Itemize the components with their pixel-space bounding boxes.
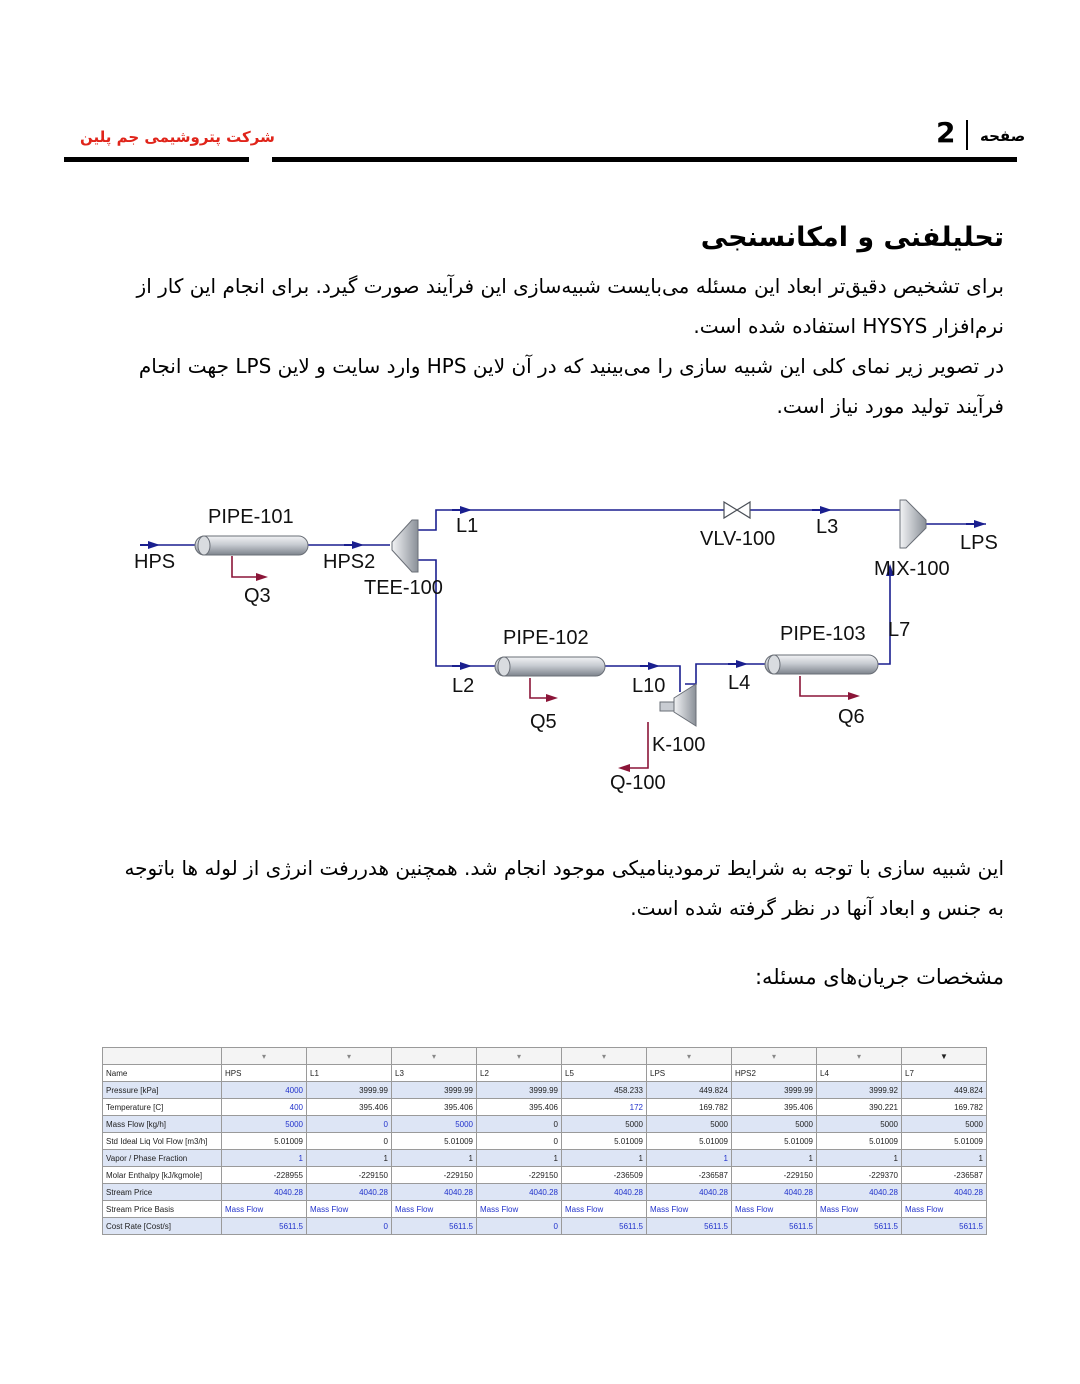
pipe-103-equipment xyxy=(765,655,878,674)
table-cell[interactable]: 0 xyxy=(307,1133,392,1150)
table-cell[interactable]: 1 xyxy=(902,1150,987,1167)
table-row xyxy=(103,1184,987,1201)
table-row xyxy=(103,1133,987,1150)
row-label: Std Ideal Liq Vol Flow [m3/h] xyxy=(103,1133,222,1150)
column-dropdown-icon[interactable]: ▼ xyxy=(902,1048,987,1065)
table-cell[interactable]: 4040.28 xyxy=(562,1184,647,1201)
table-cell[interactable]: 5000 xyxy=(222,1116,307,1133)
row-label: Stream Price Basis xyxy=(103,1201,222,1218)
table-cell[interactable]: 1 xyxy=(817,1150,902,1167)
stream-specs-title: مشخصات جریان‌های مسئله: xyxy=(754,965,1004,989)
row-label: Molar Enthalpy [kJ/kgmole] xyxy=(103,1167,222,1184)
table-cell[interactable]: 395.406 xyxy=(307,1099,392,1116)
table-cell[interactable]: 5.01009 xyxy=(817,1133,902,1150)
page-number: 2 xyxy=(936,116,956,149)
label-tee-100: TEE-100 xyxy=(364,577,443,599)
table-cell[interactable]: -236509 xyxy=(562,1167,647,1184)
table-cell[interactable]: 400 xyxy=(222,1099,307,1116)
table-cell[interactable]: -229150 xyxy=(307,1167,392,1184)
table-cell[interactable]: -229150 xyxy=(477,1167,562,1184)
label-pipe-102: PIPE-102 xyxy=(503,627,589,649)
table-cell[interactable]: 3999.99 xyxy=(307,1082,392,1099)
column-dropdown-icon[interactable]: ▾ xyxy=(222,1048,307,1065)
table-row xyxy=(103,1201,987,1218)
column-dropdown-icon[interactable]: ▾ xyxy=(732,1048,817,1065)
table-row xyxy=(103,1167,987,1184)
table-cell[interactable]: 5.01009 xyxy=(222,1133,307,1150)
vlv-100-valve xyxy=(724,502,750,518)
table-cell[interactable]: 395.406 xyxy=(392,1099,477,1116)
table-cell[interactable]: 4000 xyxy=(222,1082,307,1099)
arrow-hps2 xyxy=(352,541,364,549)
column-header[interactable]: LPS xyxy=(647,1065,732,1082)
stream-l7-line xyxy=(878,568,890,664)
label-q5: Q5 xyxy=(530,711,557,733)
process-flow-diagram xyxy=(100,480,1020,810)
arrow-q100 xyxy=(618,764,630,772)
table-cell[interactable]: 1 xyxy=(732,1150,817,1167)
company-name: شرکت پتروشیمی جم پلین xyxy=(80,128,275,146)
table-cell[interactable]: 5000 xyxy=(392,1116,477,1133)
table-cell[interactable]: 1 xyxy=(647,1150,732,1167)
header-name-label: Name xyxy=(103,1065,222,1082)
table-cell[interactable]: 0 xyxy=(307,1218,392,1235)
column-header[interactable]: L7 xyxy=(902,1065,987,1082)
table-cell[interactable]: 4040.28 xyxy=(307,1184,392,1201)
label-q3: Q3 xyxy=(244,585,271,607)
arrow-l10 xyxy=(648,662,660,670)
table-cell[interactable]: Mass Flow xyxy=(732,1201,817,1218)
table-cell[interactable]: 449.824 xyxy=(647,1082,732,1099)
table-cell[interactable]: -229150 xyxy=(732,1167,817,1184)
label-vlv-100: VLV-100 xyxy=(700,528,776,550)
table-cell[interactable]: Mass Flow xyxy=(477,1201,562,1218)
column-dropdown-icon[interactable]: ▾ xyxy=(647,1048,732,1065)
pipe-101-equipment xyxy=(195,536,308,555)
table-cell[interactable]: Mass Flow xyxy=(562,1201,647,1218)
table-cell[interactable]: 390.221 xyxy=(817,1099,902,1116)
arrow-l1 xyxy=(460,506,472,514)
label-q-100: Q-100 xyxy=(610,772,666,794)
arrow-q6 xyxy=(848,692,860,700)
table-cell[interactable]: 1 xyxy=(307,1150,392,1167)
arrow-q3 xyxy=(256,573,268,581)
table-cell[interactable]: 5611.5 xyxy=(392,1218,477,1235)
table-cell[interactable]: 5000 xyxy=(562,1116,647,1133)
stream-l2-line xyxy=(416,560,495,666)
table-cell[interactable]: Mass Flow xyxy=(222,1201,307,1218)
table-cell[interactable]: 1 xyxy=(222,1150,307,1167)
table-cell[interactable]: 4040.28 xyxy=(477,1184,562,1201)
table-cell[interactable]: 449.824 xyxy=(902,1082,987,1099)
table-cell[interactable]: 5.01009 xyxy=(562,1133,647,1150)
table-cell[interactable]: 5000 xyxy=(732,1116,817,1133)
header-separator xyxy=(966,120,968,150)
table-cell[interactable]: Mass Flow xyxy=(307,1201,392,1218)
arrow-lps xyxy=(974,520,986,528)
table-cell[interactable]: 5000 xyxy=(647,1116,732,1133)
table-cell[interactable]: -236587 xyxy=(647,1167,732,1184)
table-cell[interactable]: 0 xyxy=(477,1133,562,1150)
column-header[interactable]: L1 xyxy=(307,1065,392,1082)
table-cell[interactable]: -236587 xyxy=(902,1167,987,1184)
column-header[interactable]: L3 xyxy=(392,1065,477,1082)
table-cell[interactable]: 458.233 xyxy=(562,1082,647,1099)
header-rule-left xyxy=(64,157,249,162)
mix-100-equipment xyxy=(900,500,926,548)
table-header-row xyxy=(103,1065,987,1082)
table-row xyxy=(103,1150,987,1167)
energy-q100-line xyxy=(628,722,648,768)
arrow-l3 xyxy=(820,506,832,514)
table-cell[interactable]: 5.01009 xyxy=(647,1133,732,1150)
energy-q3-line xyxy=(232,556,260,577)
paragraph-intro: برای تشخیص دقیق‌تر ابعاد این مسئله می‌بایست شبیه‌سازی این فرآیند صورت گیرد. برای انجام این کار از نرم‌افزار HYSYS استفاده شده است. xyxy=(136,274,1004,338)
table-cell[interactable]: Mass Flow xyxy=(902,1201,987,1218)
column-header[interactable]: L2 xyxy=(477,1065,562,1082)
column-header[interactable]: HPS2 xyxy=(732,1065,817,1082)
column-dropdown-icon[interactable]: ▾ xyxy=(562,1048,647,1065)
table-cell[interactable]: -229150 xyxy=(392,1167,477,1184)
paragraph-simulation-notes: این شبیه سازی با توجه به شرایط ترمودینامیکی موجود انجام شد. همچنین هدررفت انرژی از لوله ها باتوجه به جنس و ابعاد آنها در نظر گرفته شده است. xyxy=(124,856,1004,920)
table-cell[interactable]: 5.01009 xyxy=(392,1133,477,1150)
table-cell[interactable]: 5000 xyxy=(902,1116,987,1133)
table-cell[interactable]: 395.406 xyxy=(732,1099,817,1116)
arrow-hps xyxy=(148,541,160,549)
table-cell[interactable]: -229370 xyxy=(817,1167,902,1184)
column-header[interactable]: L4 xyxy=(817,1065,902,1082)
column-dropdown-icon[interactable]: ▾ xyxy=(817,1048,902,1065)
page-label: صفحه xyxy=(980,127,1026,145)
table-cell[interactable]: 4040.28 xyxy=(222,1184,307,1201)
table-cell[interactable]: 395.406 xyxy=(477,1099,562,1116)
table-filter-row xyxy=(103,1048,987,1065)
table-cell[interactable]: 5000 xyxy=(817,1116,902,1133)
pipe-102-equipment xyxy=(495,657,605,676)
row-label: Stream Price xyxy=(103,1184,222,1201)
row-label: Pressure [kPa] xyxy=(103,1082,222,1099)
label-hps2: HPS2 xyxy=(323,551,376,573)
table-cell[interactable]: -228955 xyxy=(222,1167,307,1184)
tee-100-equipment xyxy=(392,520,418,572)
label-pipe-103: PIPE-103 xyxy=(780,623,866,645)
table-cell[interactable]: 0 xyxy=(477,1218,562,1235)
column-dropdown-icon[interactable]: ▾ xyxy=(392,1048,477,1065)
arrow-q5 xyxy=(546,694,558,702)
table-cell[interactable]: 4040.28 xyxy=(392,1184,477,1201)
table-cell[interactable]: 0 xyxy=(307,1116,392,1133)
table-cell[interactable]: 3999.99 xyxy=(392,1082,477,1099)
paragraph-diagram-description: در تصویر زیر نمای کلی این شبیه سازی را می‌بینید که در آن لاین HPS وارد سایت و لاین LPS جهت انجام فرآیند تولید مورد نیاز است. xyxy=(138,354,1004,418)
arrow-l4 xyxy=(736,660,748,668)
row-label: Temperature [C] xyxy=(103,1099,222,1116)
arrow-l2 xyxy=(460,662,472,670)
table-cell[interactable]: 169.782 xyxy=(902,1099,987,1116)
table-cell[interactable]: Mass Flow xyxy=(647,1201,732,1218)
table-row xyxy=(103,1116,987,1133)
header-rule-right xyxy=(272,157,1017,162)
table-cell[interactable]: 5.01009 xyxy=(732,1133,817,1150)
row-label: Cost Rate [Cost/s] xyxy=(103,1218,222,1235)
table-cell[interactable]: 4040.28 xyxy=(902,1184,987,1201)
table-cell[interactable]: 172 xyxy=(562,1099,647,1116)
table-cell[interactable]: Mass Flow xyxy=(817,1201,902,1218)
table-row xyxy=(103,1082,987,1099)
table-cell[interactable]: 169.782 xyxy=(647,1099,732,1116)
table-cell[interactable]: 3999.92 xyxy=(817,1082,902,1099)
column-header[interactable]: L5 xyxy=(562,1065,647,1082)
table-cell[interactable]: 1 xyxy=(477,1150,562,1167)
table-row xyxy=(103,1099,987,1116)
table-cell[interactable]: 5611.5 xyxy=(902,1218,987,1235)
table-cell[interactable]: 0 xyxy=(477,1116,562,1133)
table-row xyxy=(103,1218,987,1235)
table-cell[interactable]: 5.01009 xyxy=(902,1133,987,1150)
table-cell[interactable]: 5611.5 xyxy=(562,1218,647,1235)
label-pipe-101: PIPE-101 xyxy=(208,506,294,528)
table-cell[interactable]: 4040.28 xyxy=(732,1184,817,1201)
table-cell[interactable]: 4040.28 xyxy=(647,1184,732,1201)
label-k-100: K-100 xyxy=(652,734,706,756)
table-cell[interactable]: 5611.5 xyxy=(222,1218,307,1235)
table-cell[interactable]: 1 xyxy=(562,1150,647,1167)
k-100-expander xyxy=(660,684,696,726)
column-header[interactable]: HPS xyxy=(222,1065,307,1082)
table-cell[interactable]: 4040.28 xyxy=(817,1184,902,1201)
label-l4: L4 xyxy=(728,672,751,694)
column-dropdown-icon[interactable]: ▾ xyxy=(477,1048,562,1065)
row-label: Mass Flow [kg/h] xyxy=(103,1116,222,1133)
table-cell[interactable]: 1 xyxy=(392,1150,477,1167)
column-dropdown-icon[interactable]: ▾ xyxy=(307,1048,392,1065)
table-cell[interactable]: 5611.5 xyxy=(647,1218,732,1235)
energy-q6-line xyxy=(800,676,852,696)
table-cell[interactable]: Mass Flow xyxy=(392,1201,477,1218)
section-heading: تحلیلفنی و امکانسنجی xyxy=(700,222,1004,253)
label-lps: LPS xyxy=(960,532,998,554)
label-q6: Q6 xyxy=(838,706,865,728)
label-hps: HPS xyxy=(134,551,176,573)
label-mix-100: MIX-100 xyxy=(874,558,950,580)
label-l3: L3 xyxy=(816,516,839,538)
label-l7: L7 xyxy=(888,619,911,641)
stream-properties-table xyxy=(102,1047,987,1235)
row-label: Vapor / Phase Fraction xyxy=(103,1150,222,1167)
table-cell[interactable]: 5611.5 xyxy=(732,1218,817,1235)
label-l10: L10 xyxy=(632,675,666,697)
label-l2: L2 xyxy=(452,675,475,697)
stream-l4-line xyxy=(685,664,765,684)
table-cell[interactable]: 3999.99 xyxy=(732,1082,817,1099)
label-l1: L1 xyxy=(456,515,479,537)
table-cell[interactable]: 5611.5 xyxy=(817,1218,902,1235)
table-cell[interactable]: 3999.99 xyxy=(477,1082,562,1099)
